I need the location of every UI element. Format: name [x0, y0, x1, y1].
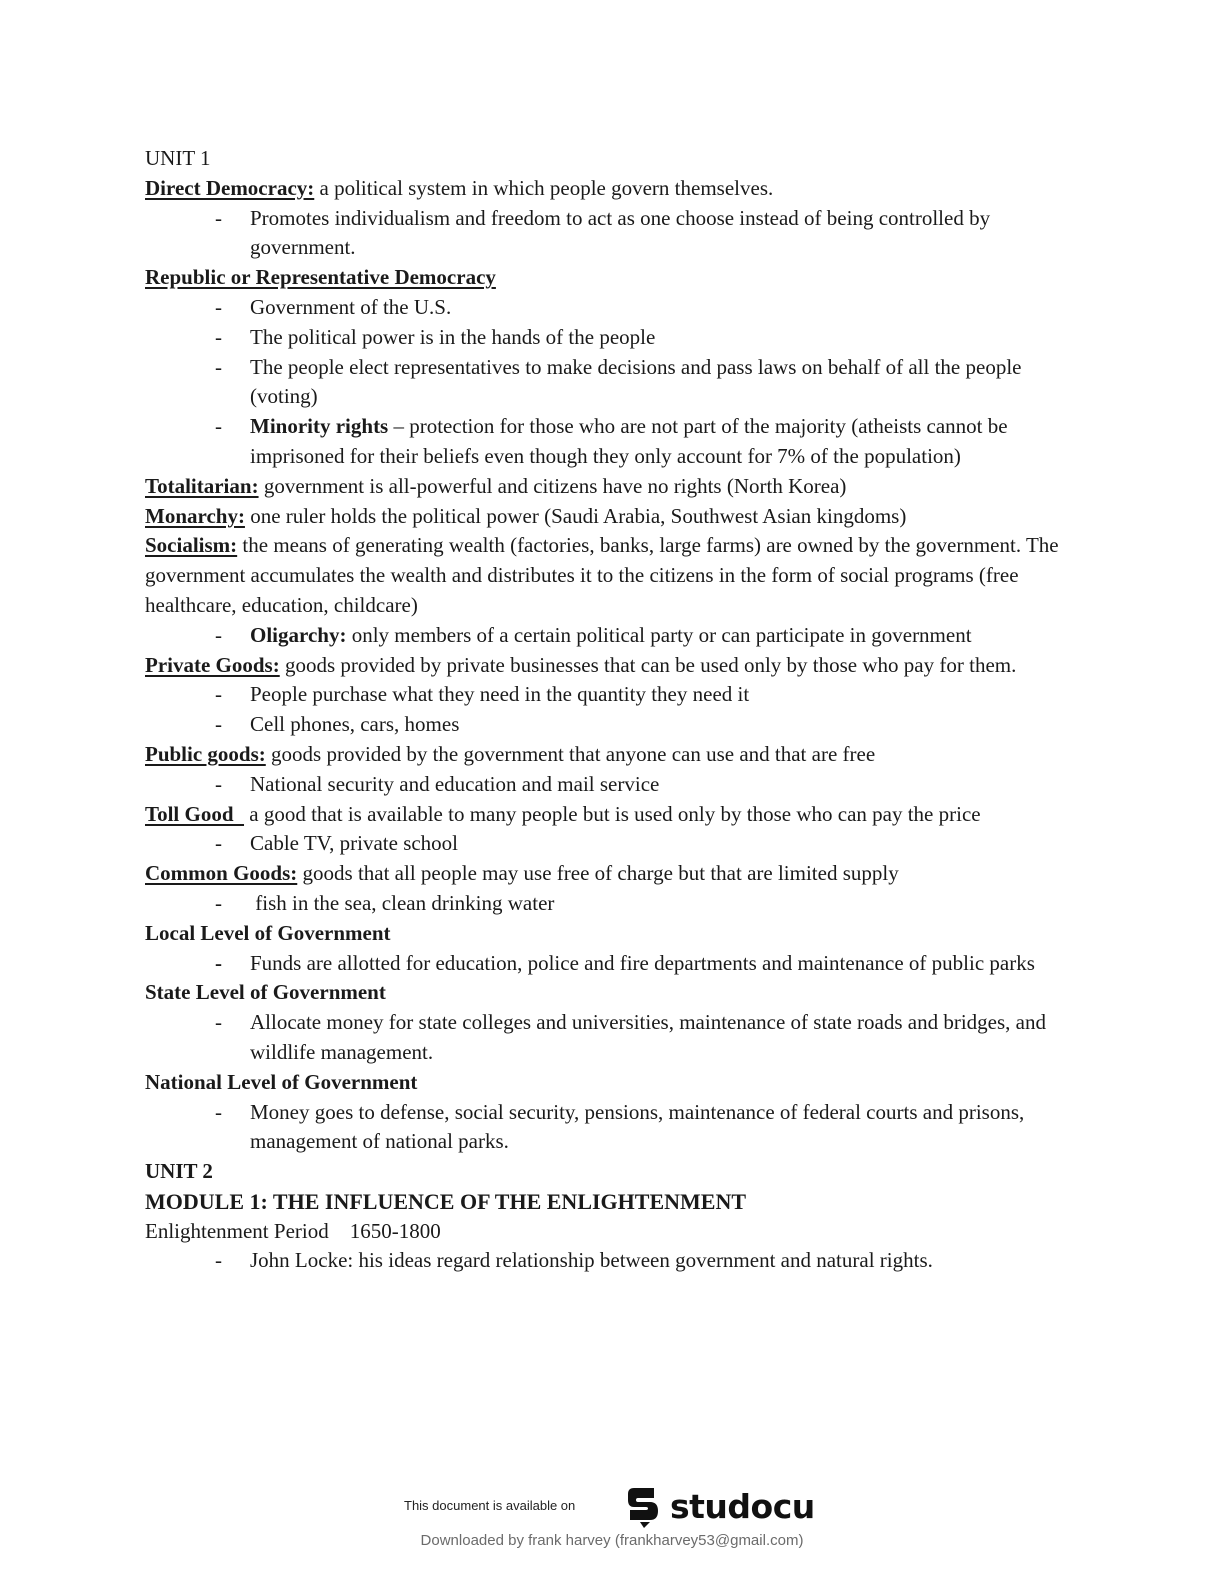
bullet-item: - Funds are allotted for education, police and fire departments and maintenance of public parks	[145, 949, 1085, 979]
dash-icon: -	[215, 890, 222, 915]
bullet-item: - Cable TV, private school	[145, 829, 1085, 859]
dash-icon: -	[215, 1099, 222, 1124]
bullet-item: - Government of the U.S.	[145, 293, 1085, 323]
definition-socialism: Socialism: the means of generating wealth (factories, banks, large farms) are owned by the government. The government accumulates the wealth and distributes it to the citizens in the form of social programs (free healthcare, education, childcare)	[145, 533, 1059, 617]
studocu-icon	[620, 1484, 664, 1528]
dash-icon: -	[215, 414, 222, 439]
document-page	[145, 144, 1085, 1276]
available-text: This document is available on	[404, 1498, 576, 1513]
unit-heading: UNIT 2	[145, 1159, 213, 1184]
studocu-logo[interactable]	[620, 1484, 815, 1528]
bullet-item: - The people elect representatives to make decisions and pass laws on behalf of all the people (voting)	[215, 354, 1022, 409]
term: Direct Democracy:	[145, 175, 315, 200]
bullet-item: - Minority rights – protection for those who are not part of the majority (atheists cannot be imprisoned for their beliefs even though they only account for 7% of the population)	[215, 414, 1008, 468]
section-heading-state: State Level of Government	[145, 980, 386, 1005]
definition-public-goods: Public goods: goods provided by the government that anyone can use and that are free	[145, 741, 876, 766]
bullet-item: - Allocate money for state colleges and universities, maintenance of state roads and bridges, and wildlife management.	[215, 1010, 1046, 1064]
definition-monarchy: Monarchy: one ruler holds the political power (Saudi Arabia, Southwest Asian kingdoms)	[145, 503, 907, 528]
bullet-item: - The political power is in the hands of the people	[145, 323, 1085, 353]
bullet-item: - Money goes to defense, social security, pensions, maintenance of federal courts and prisons, management of national parks.	[215, 1099, 1025, 1154]
dash-icon: -	[215, 324, 222, 349]
dash-icon: -	[215, 950, 222, 975]
definition-totalitarian: Totalitarian: government is all-powerful and citizens have no rights (North Korea)	[145, 473, 847, 498]
term: Public goods:	[145, 741, 266, 766]
definition-republic	[145, 263, 1085, 293]
enlightenment-period: Enlightenment Period 1650-1800	[145, 1218, 441, 1243]
downloaded-by-text: Downloaded by frank harvey (frankharvey53@gmail.com)	[420, 1532, 804, 1549]
bullet-item: - fish in the sea, clean drinking water	[145, 889, 1085, 919]
bullet-item: - Cell phones, cars, homes	[145, 710, 1085, 740]
dash-icon: -	[215, 294, 222, 319]
brand-name: studocu	[670, 1486, 815, 1526]
dash-icon: -	[215, 771, 222, 796]
bullet-item: - People purchase what they need in the quantity they need it	[145, 680, 1085, 710]
term: Socialism:	[145, 533, 238, 558]
dash-icon: -	[215, 622, 222, 647]
term: Totalitarian:	[145, 473, 259, 498]
dash-icon: -	[215, 354, 222, 379]
dash-icon: -	[215, 682, 222, 707]
section-heading-national: National Level of Government	[145, 1069, 418, 1094]
definition-toll-good: Toll Good a good that is available to many people but is used only by those who can pay the price	[145, 801, 981, 826]
term: Monarchy:	[145, 503, 245, 528]
bullet-item: - National security and education and mail service	[145, 770, 1085, 800]
term: Toll Good	[145, 801, 245, 826]
section-heading-local: Local Level of Government	[145, 920, 391, 945]
dash-icon: -	[215, 1248, 222, 1273]
module-heading: MODULE 1: THE INFLUENCE OF THE ENLIGHTENMENT	[145, 1188, 747, 1214]
definition-private-goods: Private Goods: goods provided by private businesses that can be used only by those who pay for them.	[145, 652, 1017, 677]
term: Common Goods:	[145, 861, 298, 886]
dash-icon: -	[215, 831, 222, 856]
dash-icon: -	[215, 205, 222, 230]
term: Republic or Representative Democracy	[145, 265, 496, 290]
term: Private Goods:	[145, 652, 280, 677]
definition-common-goods: Common Goods: goods that all people may use free of charge but that are limited supply	[145, 861, 899, 886]
definition-direct-democracy	[145, 174, 1085, 204]
bullet-item: - Oligarchy: only members of a certain political party or can participate in government	[145, 621, 1085, 651]
dash-icon: -	[215, 712, 222, 737]
unit-heading: UNIT 1	[145, 146, 211, 170]
bullet-item: - Promotes individualism and freedom to act as one choose instead of being controlled by government.	[215, 205, 991, 260]
dash-icon: -	[215, 1010, 222, 1035]
definition: a political system in which people govern themselves.	[314, 175, 774, 200]
bullet-item: - John Locke: his ideas regard relationship between government and natural rights.	[145, 1246, 1085, 1276]
